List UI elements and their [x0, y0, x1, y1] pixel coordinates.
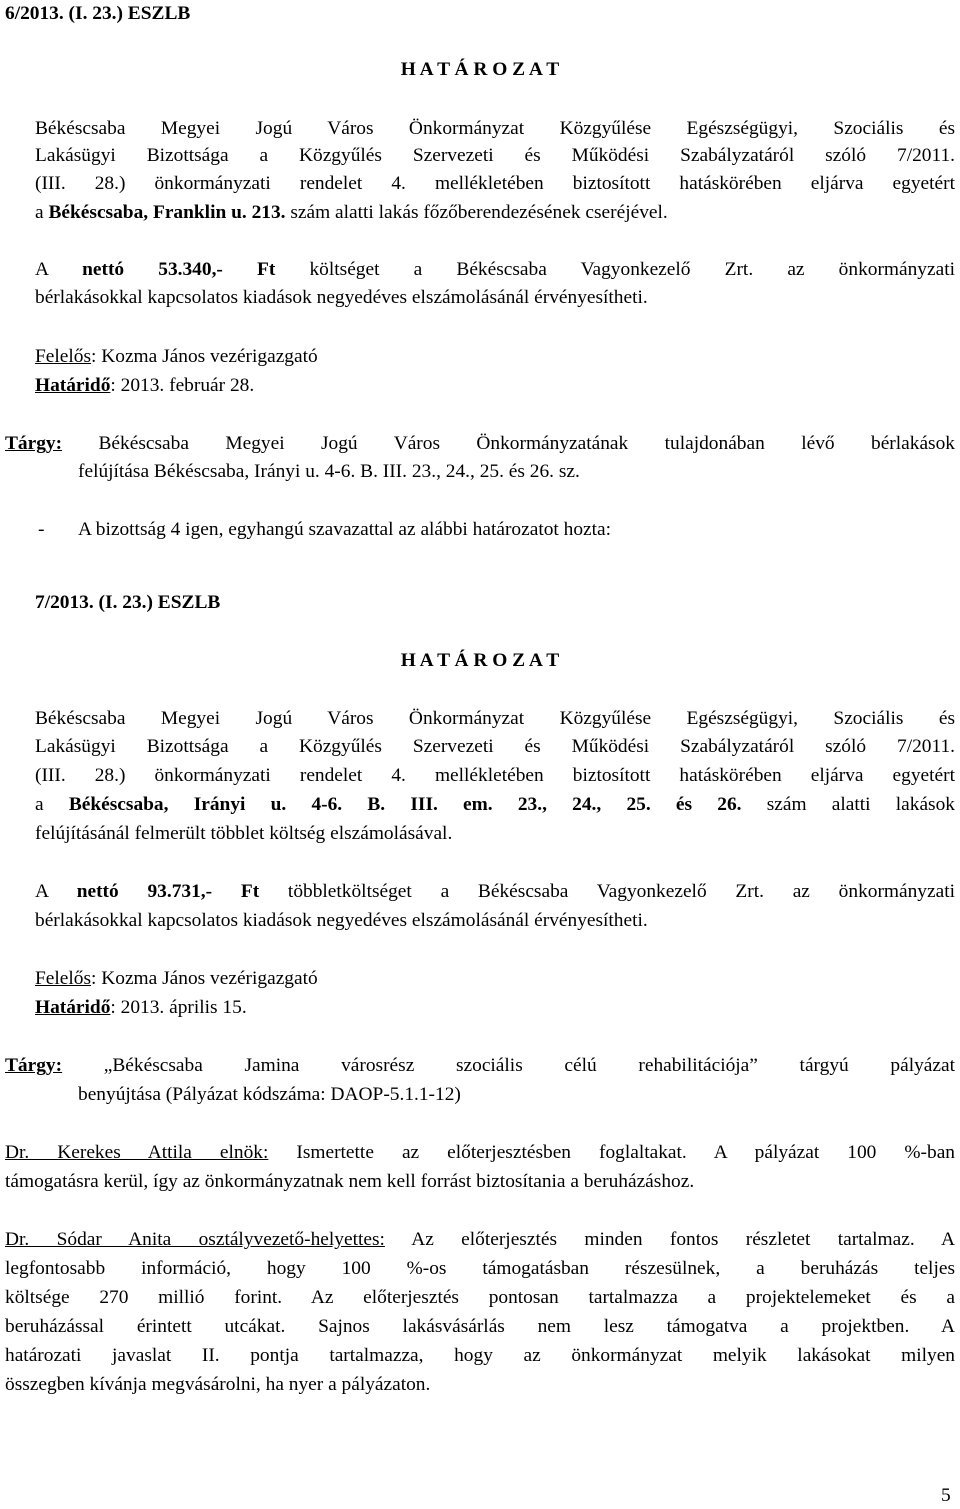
subject-line [5, 432, 955, 456]
text-fragment: többletköltséget a Békéscsaba Vagyonkezelő Zrt. az önkormányzati [259, 881, 955, 902]
deadline-label: Határidő [35, 375, 111, 396]
text-fragment: szám alatti lakások [741, 794, 955, 815]
deadline-label: Határidő [35, 997, 111, 1018]
speaker-line [5, 1141, 955, 1165]
text-fragment: A [35, 881, 77, 902]
speaker-text: Ismertette az előterjesztésben foglaltakat. A pályázat 100 %-ban [268, 1142, 955, 1163]
responsible-line [35, 345, 318, 369]
responsible-label: Felelős [35, 346, 92, 367]
address-bold: Békéscsaba, Franklin u. 213. [48, 202, 286, 223]
vote-text: A bizottság 4 igen, egyhangú szavazattal az alábbi határozatot hozta: [78, 519, 612, 540]
decision-text-line: (III. 28.) önkormányzati rendelet 4. mellékletében biztosított hatáskörében eljárva egyetért [35, 765, 955, 786]
subject-line [5, 1054, 955, 1078]
speaker-line: összegben kívánja megvásárolni, ha nyer a pályázaton. [5, 1374, 431, 1395]
text-fragment: A [35, 259, 83, 280]
vote-dash: - [38, 519, 45, 540]
net-amount: nettó 53.340,- Ft [82, 259, 276, 280]
deadline-line [35, 374, 254, 398]
decision-heading: H A T Á R O Z A T [400, 59, 560, 80]
decision-text-line: Lakásügyi Bizottsága a Közgyűlés Szervezeti és Működési Szabályzatáról szóló 7/2011. [35, 736, 955, 757]
text-fragment: szám alatti lakás főzőberendezésének cseréjével. [285, 202, 668, 223]
text-fragment: költséget a Békéscsaba Vagyonkezelő Zrt. az önkormányzati [275, 259, 955, 280]
speaker-line: beruházással érintett utcákat. Sajnos lakásvásárlás nem lesz támogatva a projektben. A [5, 1316, 955, 1337]
subject-line: benyújtása (Pályázat kódszáma: DAOP-5.1.1-12) [78, 1084, 461, 1105]
responsible-line [35, 967, 318, 991]
speaker-name: Dr. Kerekes Attila elnök: [5, 1142, 269, 1163]
subject-text: Békéscsaba Megyei Jogú Város Önkormányzatának tulajdonában lévő bérlakások [62, 433, 955, 454]
text-fragment: a [35, 202, 49, 223]
net-amount: nettó 93.731,- Ft [76, 881, 260, 902]
decision-text-line: Békéscsaba Megyei Jogú Város Önkormányzat Közgyűlése Egészségügyi, Szociális és [35, 118, 955, 139]
cost-line [35, 880, 955, 904]
page-number: 5 [941, 1485, 951, 1506]
address-bold: Békéscsaba, Irányi u. 4-6. B. III. em. 23., 24., 25. és 26. [68, 794, 742, 815]
text-fragment: a [35, 794, 69, 815]
speaker-line: költsége 270 millió forint. Az előterjesztés pontosan tartalmazza a projektelemeket és a [5, 1287, 955, 1308]
subject-text: „Békéscsaba Jamina városrész szociális célú rehabilitációja” tárgyú pályázat [62, 1055, 955, 1076]
subject-label: Tárgy: [5, 1055, 63, 1076]
responsible-value: : Kozma János vezérigazgató [91, 346, 318, 367]
decision-text-line: felújításánál felmerült többlet költség elszámolásával. [35, 823, 453, 844]
decision-text-line: (III. 28.) önkormányzati rendelet 4. mellékletében biztosított hatáskörében eljárva egyetért [35, 173, 955, 194]
decision-text-line: Békéscsaba Megyei Jogú Város Önkormányzat Közgyűlése Egészségügyi, Szociális és [35, 708, 955, 729]
decision-heading: H A T Á R O Z A T [400, 650, 560, 671]
decision-number: 7/2013. (I. 23.) ESZLB [35, 592, 221, 613]
speaker-line: támogatásra kerül, így az önkormányzatnak nem kell forrást biztosítania a beruházáshoz. [5, 1171, 695, 1192]
deadline-value: : 2013. február 28. [110, 375, 255, 396]
cost-line: bérlakásokkal kapcsolatos kiadások negyedéves elszámolásánál érvényesítheti. [35, 910, 648, 931]
responsible-label: Felelős [35, 968, 92, 989]
speaker-line: legfontosabb információ, hogy 100 %-os támogatásban részesülnek, a beruházás teljes [5, 1258, 955, 1279]
deadline-line [35, 996, 247, 1020]
decision-text-line: Lakásügyi Bizottsága a Közgyűlés Szervezeti és Működési Szabályzatáról szóló 7/2011. [35, 145, 955, 166]
subject-label: Tárgy: [5, 433, 63, 454]
responsible-value: : Kozma János vezérigazgató [91, 968, 318, 989]
decision-text-line [35, 201, 668, 225]
decision-number: 6/2013. (I. 23.) ESZLB [5, 3, 191, 24]
speaker-line: határozati javaslat II. pontja tartalmazza, hogy az önkormányzat melyik lakásokat milyen [5, 1345, 955, 1366]
decision-text-line [35, 793, 955, 817]
deadline-value: : 2013. április 15. [110, 997, 247, 1018]
speaker-text: Az előterjesztés minden fontos részletet tartalmaz. A [384, 1229, 955, 1250]
cost-line: bérlakásokkal kapcsolatos kiadások negyedéves elszámolásánál érvényesítheti. [35, 287, 648, 308]
cost-line [35, 258, 955, 282]
speaker-name: Dr. Sódar Anita osztályvezető-helyettes: [5, 1229, 385, 1250]
subject-line: felújítása Békéscsaba, Irányi u. 4-6. B. III. 23., 24., 25. és 26. sz. [78, 461, 580, 482]
speaker-line [5, 1228, 955, 1252]
